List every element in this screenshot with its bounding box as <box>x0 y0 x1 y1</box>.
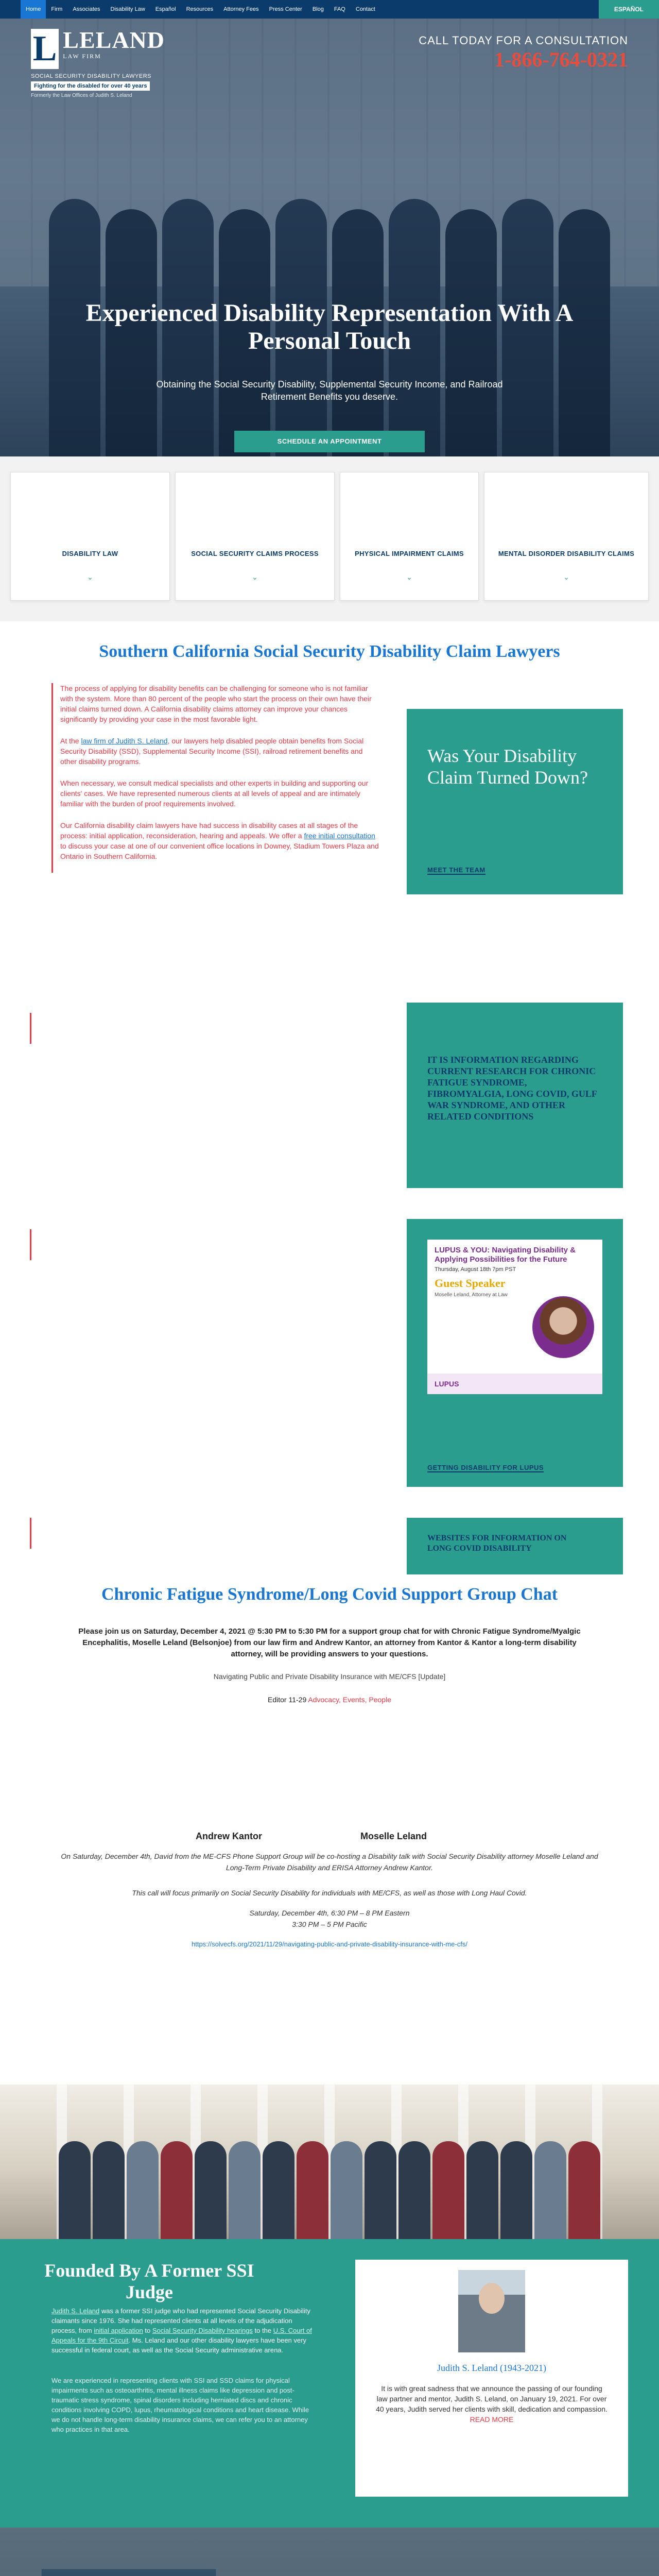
founded-paragraph: We are experienced in representing clients with SSI and SSD claims for physical impairments such as osteoarthritis, mental illness claims like depression and post-traumatic stress syndrome, spinal disorders including herniated discs and chronic conditions involving COPD, lupus, rheumatological conditions and heart disease. While we do not handle long-term disability insurance claims, we can refer you to an attorney who practices in that area. <box>51 2377 309 2433</box>
nav-menu <box>21 0 599 19</box>
disability-hearings-link[interactable]: Social Security Disability hearings <box>152 2327 253 2334</box>
speaker-name-leland: Moselle Leland <box>360 1831 427 1841</box>
intro-paragraph: Our California disability claim lawyers have had success in disability cases at all stages of the process: initial application, reconsideration, hearing and appeals. We offer a free initial consultation to discuss your case at one of our convenient office locations in Downey, Stadium Towers Plaza and Ontario in Southern California. <box>60 821 379 860</box>
blog-source-link[interactable]: https://solvecfs.org/2021/11/29/navigating-public-and-private-disability-insurance-with-me-cfs/ <box>192 1940 467 1948</box>
nav-faq[interactable]: FAQ <box>334 6 345 12</box>
chevron-down-icon: ⌄ <box>406 573 412 581</box>
hero-section <box>0 19 659 456</box>
meet-the-team-link[interactable]: MEET THE TEAM <box>427 866 485 874</box>
practice-card-claims-process[interactable] <box>175 472 335 601</box>
judith-leland-photo <box>458 2270 525 2352</box>
nav-blog[interactable]: Blog <box>312 6 324 12</box>
team-photo <box>0 2084 659 2239</box>
practice-card-title: DISABILITY LAW <box>62 550 118 557</box>
flyer-date: Thursday, August 18th 7pm PST <box>435 1266 516 1273</box>
header-phone-link[interactable]: 1-866-764-0321 <box>494 48 628 71</box>
blog-schedule: Saturday, December 4th, 6:30 PM – 8 PM Eastern 3:30 PM – 5 PM Pacific <box>249 1909 410 1928</box>
intro-paragraph: At the law firm of Judith S. Leland, our lawyers help disabled people obtain benefits from Social Security Disability (SSD), Supplemental Security Income (SSI), railroad retirement benefits and other disability programs. <box>60 737 364 766</box>
nav-attorney-fees[interactable]: Attorney Fees <box>223 6 259 12</box>
nav-contact[interactable]: Contact <box>355 6 375 12</box>
hero-title: Experienced Disability Representation With A Personal Touch <box>85 299 574 354</box>
flyer-speaker-name: Moselle Leland, Attorney at Law <box>435 1292 508 1298</box>
intro-text <box>51 683 381 873</box>
flyer-footer <box>427 1374 602 1394</box>
judge-memorial-card <box>355 2260 628 2497</box>
logo-formerly: Formerly the Law Offices of Judith S. Leland <box>31 93 132 98</box>
accent-bar <box>30 1518 31 1549</box>
speaker-name-kantor: Andrew Kantor <box>196 1831 263 1841</box>
lupus-card <box>407 1219 623 1487</box>
blog-post-section <box>0 1585 659 2084</box>
nav-espanol[interactable]: Español <box>155 6 176 12</box>
law-firm-link[interactable]: law firm of Judith S. Leland <box>81 737 168 745</box>
free-consultation-link[interactable]: free initial consultation <box>304 832 375 840</box>
ninth-circuit-link[interactable]: U.S. Court of Appeals for the 9th Circuit <box>51 2327 312 2344</box>
practice-areas <box>0 456 659 621</box>
judge-memorial-text: It is with great sadness that we announce the passing of our founding law partner and mentor, Judith S. Leland, on January 19, 2021. For over 40 years, Judith served her clients with skill, dedication and compassion. READ MORE <box>376 2384 608 2424</box>
intro-section <box>0 621 659 1585</box>
research-info-text: IT IS INFORMATION REGARDING CURRENT RESEARCH FOR CHRONIC FATIGUE SYNDROME, FIBROMYALGIA, LONG COVID, GULF WAR SYNDROME, AND OTHER RELATED CONDITIONS <box>427 1055 597 1122</box>
intro-title: Southern California Social Security Disability Claim Lawyers <box>99 642 560 661</box>
intro-paragraph: When necessary, we consult medical specialists and other experts in building and supporting our clients' cases. We have represented numerous clients at all levels of appeal and are intimately familiar with the burden of proof requirements involved. <box>60 779 369 808</box>
espanol-button[interactable]: ESPAÑOL <box>599 0 659 19</box>
intro-paragraph: The process of applying for disability benefits can be challenging for someone who is not familiar with the system. More than 80 percent of the people who start the process on their own have their initial claims turned down. A California disability claims attorney can improve your chances significantly by providing your case in the most favorable light. <box>60 684 372 723</box>
judith-leland-link[interactable]: Judith S. Leland <box>51 2307 100 2315</box>
blog-subheading: Navigating Public and Private Disability Insurance with ME/CFS [Update] <box>213 1672 446 1681</box>
logo-sub: LAW FIRM <box>63 53 101 60</box>
logo-name: LELAND <box>63 27 165 53</box>
accent-bar <box>30 1013 31 1044</box>
blog-title: Chronic Fatigue Syndrome/Long Covid Support Group Chat <box>101 1585 558 1604</box>
flyer-heading: LUPUS & YOU: Navigating Disability & Applying Possibilities for the Future <box>435 1246 576 1264</box>
logo-letter: L <box>31 29 59 69</box>
nav-associates[interactable]: Associates <box>73 6 100 12</box>
practice-card-title: SOCIAL SECURITY CLAIMS PROCESS <box>191 550 319 557</box>
chevron-down-icon: ⌄ <box>87 573 93 581</box>
nav-resources[interactable]: Resources <box>186 6 214 12</box>
chevron-down-icon: ⌄ <box>563 573 569 581</box>
practice-card-mental-disorder[interactable] <box>484 472 649 601</box>
blog-meta: Editor 11-29 Advocacy, Events, People <box>268 1696 391 1704</box>
claim-denied-question: Was Your Disability Claim Turned Down? <box>427 745 588 788</box>
top-nav <box>0 0 659 19</box>
lupus-event-flyer[interactable] <box>427 1240 602 1394</box>
nav-disability-law[interactable]: Disability Law <box>110 6 145 12</box>
accent-bar <box>30 1229 31 1260</box>
blog-paragraph: On Saturday, December 4th, David from the ME-CFS Phone Support Group will be co-hosting a Disability talk with Social Security Disability attorney Moselle Leland and Long-Term Private Disability and ERISA Attorney Andrew Kantor. <box>61 1852 598 1872</box>
blog-paragraph: This call will focus primarily on Social Security Disability for individuals with ME/CFS, as well as those with Long Haul Covid. <box>132 1889 527 1897</box>
lupus-disability-link[interactable]: GETTING DISABILITY FOR LUPUS <box>427 1464 544 1471</box>
founded-title: Founded By A Former SSI Judge <box>44 2260 254 2302</box>
testimonial-box <box>41 2569 216 2576</box>
nav-home[interactable]: Home <box>21 0 46 19</box>
founded-section <box>0 2239 659 2528</box>
flyer-speaker-label: Guest Speaker <box>435 1277 506 1290</box>
practice-card-title: PHYSICAL IMPAIRMENT CLAIMS <box>355 550 464 557</box>
judge-name: Judith S. Leland (1943-2021) <box>437 2363 546 2373</box>
claim-denied-card <box>407 709 623 894</box>
founded-paragraph: Judith S. Leland was a former SSI judge who had represented Social Security Disability claimants since 1976. She had represented clients at all levels of the adjudication process, from initial application to Social Security Disability hearings to the U.S. Court of Appeals for the 9th Circuit. Ms. Leland and our other disability lawyers have been very successful in federal court, as well as the Social Security administrative arena. <box>51 2307 312 2354</box>
hero-subtitle: Obtaining the Social Security Disability, Supplemental Security Income, and Railroad Retirement Benefits you deserve. <box>156 379 503 402</box>
practice-card-disability-law[interactable] <box>10 472 170 601</box>
blog-lead: Please join us on Saturday, December 4, 2021 @ 5:30 PM to 5:30 PM for a support group chat for with Chronic Fatigue Syndrome/Myalgic Encephalitis, Moselle Leland (Belsonjoe) from our law firm and Andrew Kantor, an attorney from Kantor & Kantor a long-term disability attorney, will be providing answers to your questions. <box>78 1627 581 1658</box>
logo-tagline: SOCIAL SECURITY DISABILITY LAWYERS <box>31 73 152 79</box>
initial-application-link[interactable]: initial application <box>94 2327 143 2334</box>
lupus-logo: LUPUS <box>435 1380 459 1388</box>
logo-years-badge: Fighting for the disabled for over 40 years <box>31 81 150 91</box>
speaker-photo <box>532 1296 594 1358</box>
testimonials-section <box>0 2528 659 2576</box>
read-more-link[interactable]: READ MORE <box>470 2415 514 2424</box>
research-info-card[interactable] <box>407 1003 623 1188</box>
nav-firm[interactable]: Firm <box>51 6 63 12</box>
long-covid-text: WEBSITES FOR INFORMATION ON LONG COVID DISABILITY <box>427 1534 567 1553</box>
schedule-appointment-button[interactable]: SCHEDULE AN APPOINTMENT <box>234 431 425 452</box>
practice-card-title: MENTAL DISORDER DISABILITY CLAIMS <box>498 550 635 557</box>
chevron-down-icon: ⌄ <box>252 573 258 581</box>
call-label: CALL TODAY FOR A CONSULTATION <box>419 34 628 47</box>
nav-press-center[interactable]: Press Center <box>269 6 302 12</box>
site-logo[interactable] <box>31 29 165 98</box>
blog-categories-link[interactable]: Advocacy, Events, People <box>308 1696 391 1704</box>
practice-card-physical-impairment[interactable] <box>340 472 479 601</box>
call-box <box>419 34 628 72</box>
long-covid-card[interactable] <box>407 1518 623 1574</box>
